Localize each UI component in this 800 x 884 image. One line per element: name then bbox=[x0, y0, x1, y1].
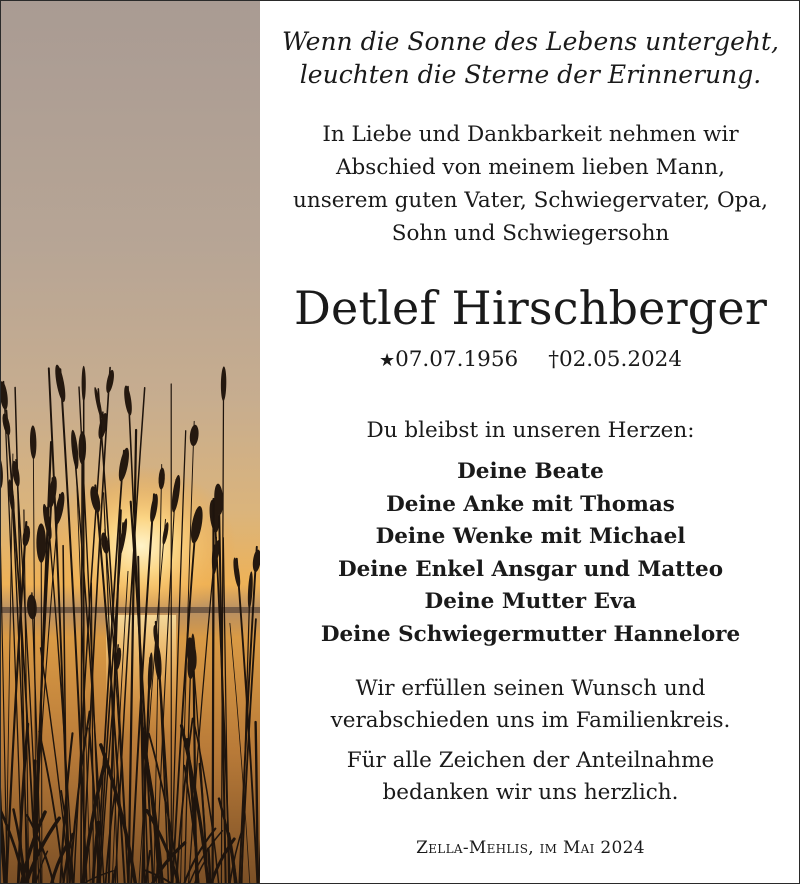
intro-line-4: Sohn und Schwiegersohn bbox=[391, 221, 670, 246]
opening-quote bbox=[262, 25, 799, 91]
family-list bbox=[262, 456, 799, 652]
intro-text bbox=[262, 118, 799, 250]
family-member: Deine Beate bbox=[457, 459, 604, 484]
family-member: Deine Wenke mit Michael bbox=[375, 524, 686, 550]
deceased-name: Detlef Hirschberger bbox=[293, 281, 768, 335]
thanks-text bbox=[262, 745, 799, 809]
quote-line-2: leuchten die Sterne der Erinnerung. bbox=[299, 60, 762, 89]
sunset-reeds-photo bbox=[1, 1, 260, 884]
place-and-date: Zella-Mehlis, im Mai 2024 bbox=[416, 838, 645, 858]
family-member: Deine Anke mit Thomas bbox=[386, 491, 675, 517]
thanks-line-1: Für alle Zeichen der Anteilnahme bbox=[346, 748, 715, 773]
remembrance-line: Du bleibst in unseren Herzen: bbox=[366, 418, 695, 443]
intro-line-3: unserem guten Vater, Schwiegervater, Opa, bbox=[293, 188, 768, 213]
thanks-line-2: bedanken wir uns herzlich. bbox=[382, 780, 679, 805]
death-cross-icon: † bbox=[548, 347, 559, 372]
wish-line-2: verabschieden uns im Familienkreis. bbox=[330, 708, 731, 733]
quote-line-1: Wenn die Sonne des Lebens untergeht, bbox=[282, 27, 779, 56]
sunset-photo-svg bbox=[1, 1, 260, 884]
intro-line-1: In Liebe und Dankbarkeit nehmen wir bbox=[322, 122, 739, 147]
birth-star-icon: ★ bbox=[378, 350, 396, 371]
wish-text bbox=[262, 673, 799, 737]
text-column bbox=[262, 1, 799, 884]
sun-glow bbox=[46, 466, 236, 626]
death-date: 02.05.2024 bbox=[558, 347, 683, 372]
family-member: Deine Schwiegermutter Hannelore bbox=[320, 621, 741, 647]
life-dates bbox=[262, 345, 799, 376]
intro-line-2: Abschied von meinem lieben Mann, bbox=[336, 155, 725, 180]
birth-date: 07.07.1956 bbox=[395, 347, 519, 372]
family-member: Deine Mutter Eva bbox=[424, 589, 637, 615]
family-member: Deine Enkel Ansgar und Matteo bbox=[337, 556, 724, 582]
wish-line-1: Wir erfüllen seinen Wunsch und bbox=[355, 676, 706, 701]
